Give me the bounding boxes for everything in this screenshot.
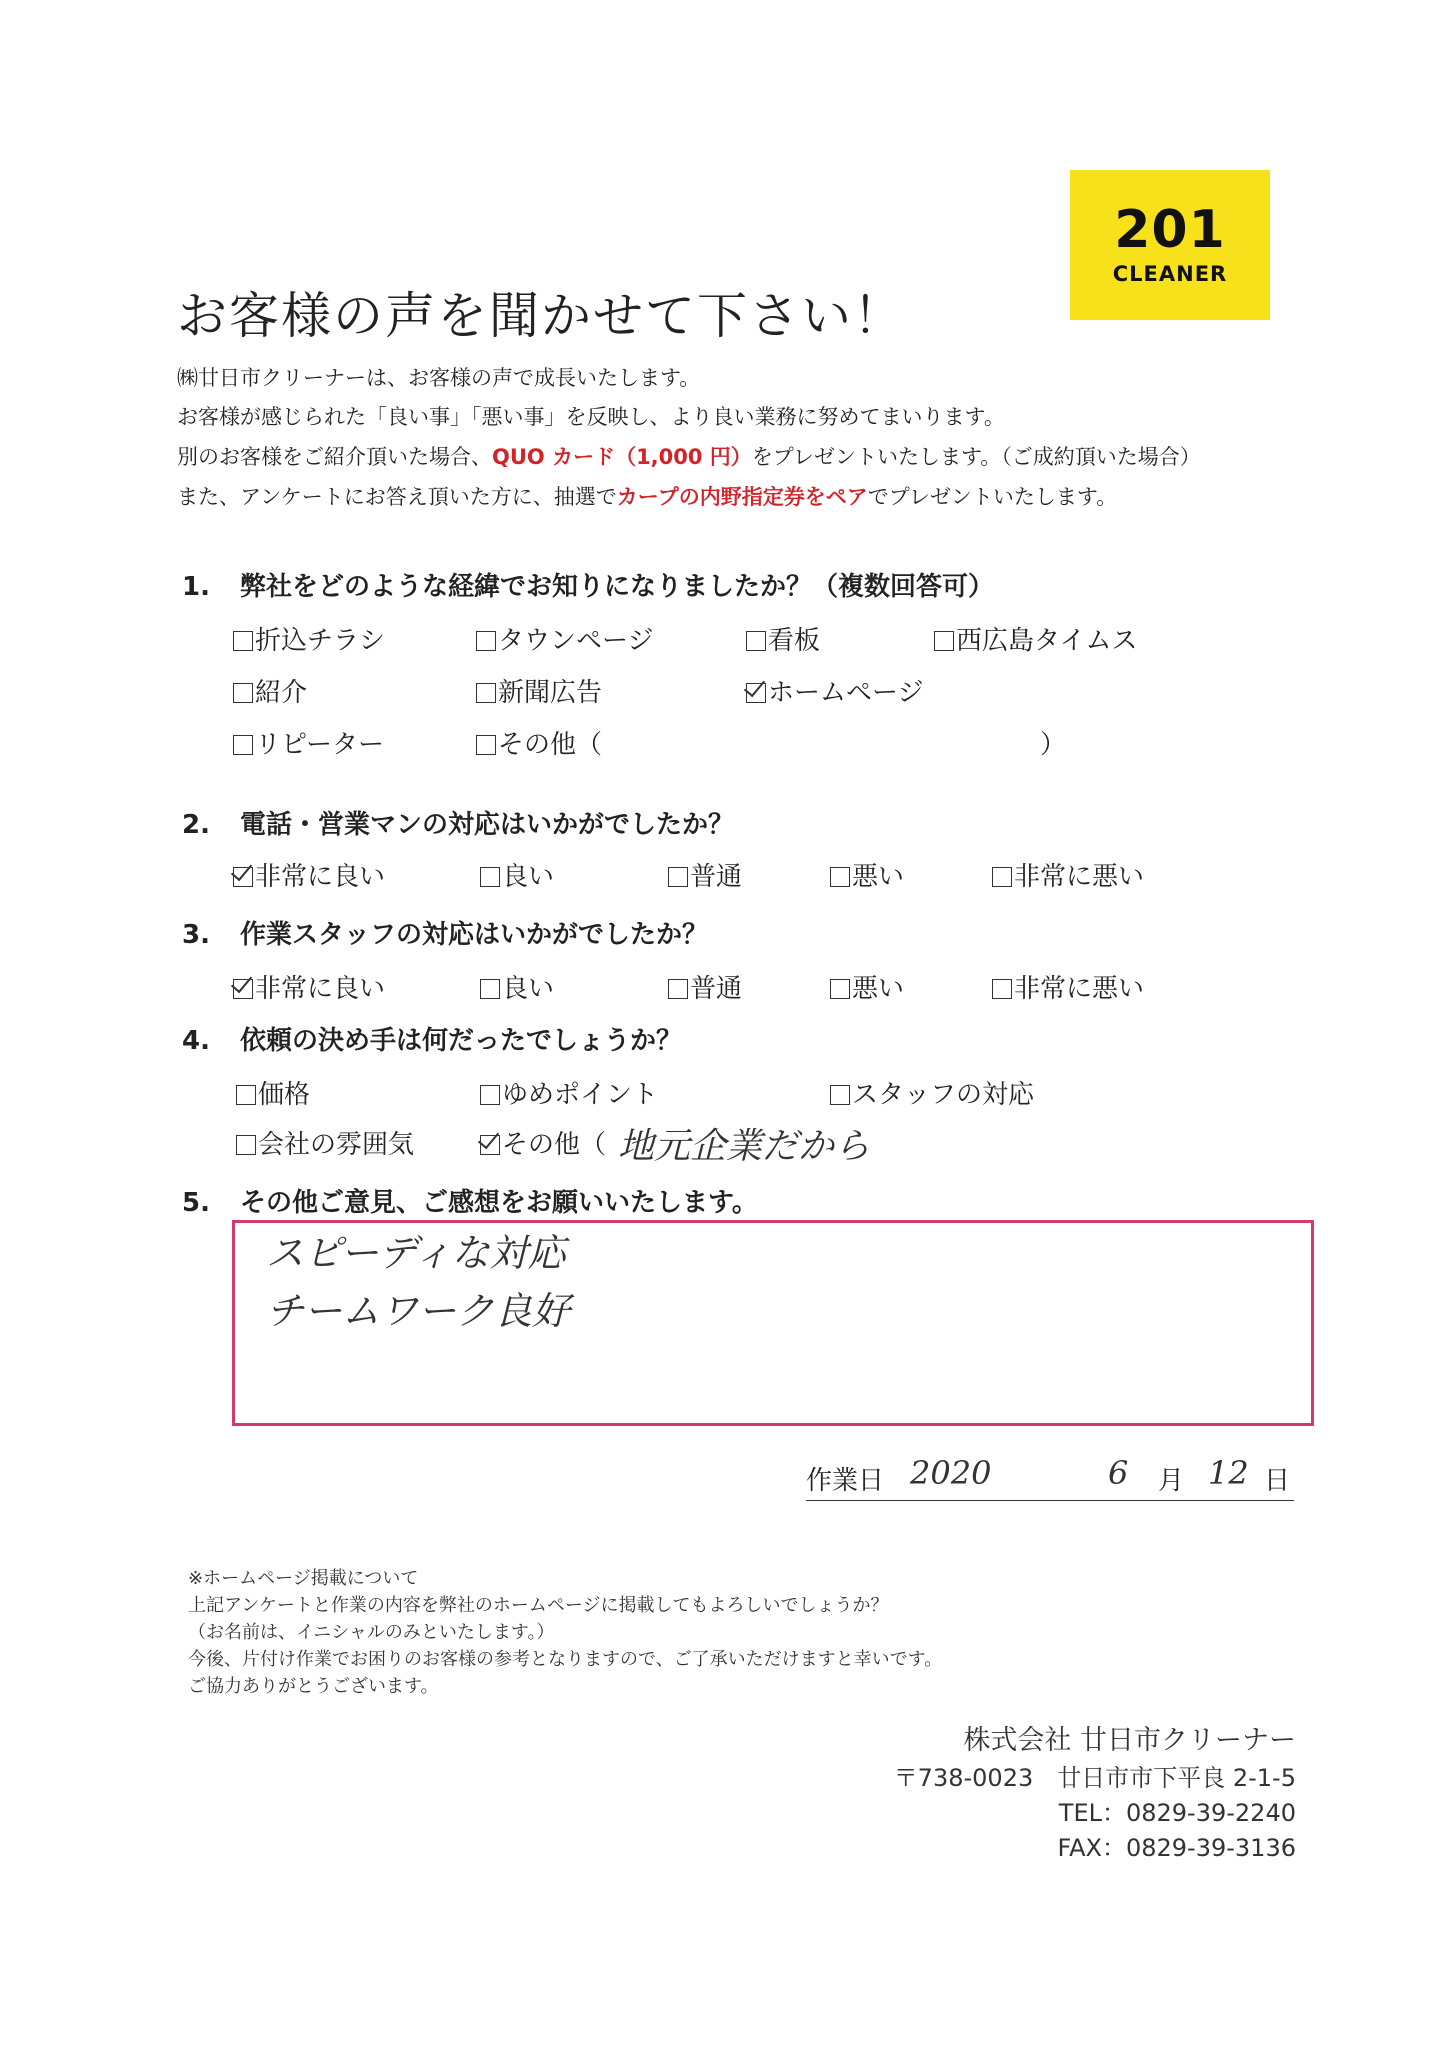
option-label: 良い xyxy=(502,974,555,1004)
question-4-number: 4. xyxy=(182,1026,210,1056)
option-label: 非常に悪い xyxy=(1014,862,1145,892)
option-label: その他（ xyxy=(502,1130,607,1160)
checkbox[interactable] xyxy=(233,631,253,651)
checkbox[interactable] xyxy=(476,735,496,755)
company-name: 株式会社 廿日市クリーナー xyxy=(963,1725,1296,1756)
checkbox[interactable] xyxy=(992,979,1012,999)
question-2 xyxy=(182,804,734,841)
comment-line-1: スピーディな対応 xyxy=(266,1231,566,1275)
question-2-number: 2. xyxy=(182,810,210,840)
company-logo xyxy=(1070,170,1270,320)
option-label: 非常に良い xyxy=(255,974,386,1004)
q1-option-times[interactable] xyxy=(934,620,1137,657)
carp-ticket-highlight: カープの内野指定券をペア xyxy=(616,485,868,509)
q3-option-very-good[interactable] xyxy=(233,968,385,1005)
q4-other-handwritten-answer: 地元企業だから xyxy=(618,1126,871,1167)
question-1-number: 1. xyxy=(182,572,210,602)
option-label: ホームページ xyxy=(768,678,924,708)
checkbox[interactable] xyxy=(236,1085,256,1105)
checkbox[interactable] xyxy=(233,683,253,703)
q2-option-very-bad[interactable] xyxy=(992,856,1144,893)
work-date-label: 作業日 xyxy=(806,1466,885,1496)
option-label: 普通 xyxy=(690,862,743,892)
option-label: スタッフの対応 xyxy=(852,1080,1035,1110)
option-label: 悪い xyxy=(852,862,905,892)
work-date-year: 2020 xyxy=(910,1454,992,1492)
q1-option-referral[interactable] xyxy=(233,672,307,709)
checkbox-checked[interactable] xyxy=(233,867,253,887)
intro-line-2: お客様が感じられた「良い事」「悪い事」を反映し、より良い業務に努めてまいります。 xyxy=(177,405,1005,429)
q3-option-bad[interactable] xyxy=(830,968,904,1005)
question-3-number: 3. xyxy=(182,920,210,950)
q4-option-price[interactable] xyxy=(236,1074,310,1111)
option-label: 普通 xyxy=(690,974,743,1004)
question-1-text: 弊社をどのような経緯でお知りになりましたか？（複数回答可） xyxy=(240,572,995,602)
work-date-month-label: 月 xyxy=(1158,1466,1185,1496)
option-label: 良い xyxy=(502,862,555,892)
checkbox[interactable] xyxy=(233,735,253,755)
checkbox[interactable] xyxy=(476,683,496,703)
comment-line-2: チームワーク良好 xyxy=(266,1289,571,1333)
intro-line-4-a: また、アンケートにお答え頂いた方に、抽選で xyxy=(177,485,617,509)
question-3-text: 作業スタッフの対応はいかがでしたか？ xyxy=(240,920,709,950)
q4-option-other[interactable] xyxy=(480,1124,606,1161)
q1-option-repeater[interactable] xyxy=(233,724,384,761)
intro-line-4-b: でプレゼントいたします。 xyxy=(867,485,1118,509)
q2-option-normal[interactable] xyxy=(668,856,742,893)
work-date-day-label: 日 xyxy=(1264,1466,1291,1496)
checkbox-checked[interactable] xyxy=(480,1135,500,1155)
checkbox[interactable] xyxy=(992,867,1012,887)
question-5-text: その他ご意見、ご感想をお願いいたします。 xyxy=(240,1188,758,1218)
option-label: 非常に悪い xyxy=(1014,974,1145,1004)
checkbox-checked[interactable] xyxy=(233,979,253,999)
checkbox[interactable] xyxy=(668,867,688,887)
work-date-month: 6 xyxy=(1108,1454,1129,1492)
q1-other-close-paren: ） xyxy=(1040,730,1067,760)
option-label: 紹介 xyxy=(255,678,308,708)
option-label: その他（ xyxy=(498,730,603,760)
q4-option-yume-point[interactable] xyxy=(480,1074,658,1111)
checkbox[interactable] xyxy=(830,979,850,999)
checkbox[interactable] xyxy=(476,631,496,651)
q2-option-good[interactable] xyxy=(480,856,554,893)
intro-line-3-a: 別のお客様をご紹介頂いた場合、 xyxy=(177,445,492,469)
q4-option-staff[interactable] xyxy=(830,1074,1034,1111)
intro-line-1: ㈱廿日市クリーナーは、お客様の声で成長いたします。 xyxy=(177,366,701,390)
q4-option-atmosphere[interactable] xyxy=(236,1124,414,1161)
option-label: リピーター xyxy=(255,730,384,760)
option-label: 価格 xyxy=(258,1080,311,1110)
option-label: 西広島タイムス xyxy=(956,626,1138,656)
logo-number: 201 xyxy=(1114,200,1226,260)
work-date-day: 12 xyxy=(1208,1454,1249,1492)
note-line-4: 今後、片付け作業でお困りのお客様の参考となりますので、ご了承いただけますと幸いです。 xyxy=(188,1649,943,1670)
checkbox[interactable] xyxy=(746,631,766,651)
checkbox[interactable] xyxy=(480,867,500,887)
q2-option-bad[interactable] xyxy=(830,856,904,893)
checkbox[interactable] xyxy=(830,1085,850,1105)
note-line-5: ご協力ありがとうございます。 xyxy=(188,1676,439,1697)
question-5 xyxy=(182,1182,758,1219)
company-fax: FAX：0829-39-3136 xyxy=(1057,1834,1296,1862)
option-label: 悪い xyxy=(852,974,905,1004)
option-label: 非常に良い xyxy=(255,862,386,892)
checkbox[interactable] xyxy=(480,979,500,999)
option-label: 折込チラシ xyxy=(255,626,386,656)
checkbox[interactable] xyxy=(934,631,954,651)
question-3 xyxy=(182,914,708,951)
intro-line-4 xyxy=(177,481,1117,511)
q3-option-good[interactable] xyxy=(480,968,554,1005)
q1-option-other[interactable] xyxy=(476,724,602,761)
q1-option-signboard[interactable] xyxy=(746,620,820,657)
note-line-1: ※ホームページ掲載について xyxy=(188,1568,419,1589)
option-label: ゆめポイント xyxy=(502,1080,659,1110)
note-line-3: （お名前は、イニシャルのみといたします。） xyxy=(188,1622,555,1643)
company-tel: TEL：0829-39-2240 xyxy=(1058,1799,1296,1827)
page-title: お客様の声を聞かせて下さい！ xyxy=(177,287,905,345)
company-address: 〒738-0023 廿日市市下平良 2-1-5 xyxy=(893,1764,1296,1792)
checkbox[interactable] xyxy=(236,1135,256,1155)
checkbox[interactable] xyxy=(480,1085,500,1105)
logo-text: CLEANER xyxy=(1112,262,1228,286)
option-label: 会社の雰囲気 xyxy=(258,1130,415,1160)
quo-card-highlight: QUO カード（1,000 円） xyxy=(492,445,752,469)
q3-option-normal[interactable] xyxy=(668,968,742,1005)
q1-option-flyer[interactable] xyxy=(233,620,385,657)
q1-option-newspaper[interactable] xyxy=(476,672,602,709)
q2-option-very-good[interactable] xyxy=(233,856,385,893)
note-line-2: 上記アンケートと作業の内容を弊社のホームページに掲載してもよろしいでしょうか？ xyxy=(188,1595,889,1616)
q3-option-very-bad[interactable] xyxy=(992,968,1144,1005)
question-4-text: 依頼の決め手は何だったでしょうか？ xyxy=(240,1026,683,1056)
intro-line-3-b: をプレゼントいたします。（ご成約頂いた場合） xyxy=(751,445,1201,469)
checkbox[interactable] xyxy=(668,979,688,999)
question-5-number: 5. xyxy=(182,1188,210,1218)
checkbox[interactable] xyxy=(830,867,850,887)
question-4 xyxy=(182,1020,682,1057)
checkbox-checked[interactable] xyxy=(746,683,766,703)
q1-option-homepage[interactable] xyxy=(746,672,923,709)
work-date-underline xyxy=(806,1500,1294,1501)
intro-line-3 xyxy=(177,441,1201,471)
option-label: 新聞広告 xyxy=(498,678,603,708)
question-2-text: 電話・営業マンの対応はいかがでしたか？ xyxy=(240,810,735,840)
option-label: 看板 xyxy=(768,626,821,656)
option-label: タウンページ xyxy=(498,626,654,656)
question-1 xyxy=(182,566,994,603)
q1-option-townpage[interactable] xyxy=(476,620,653,657)
